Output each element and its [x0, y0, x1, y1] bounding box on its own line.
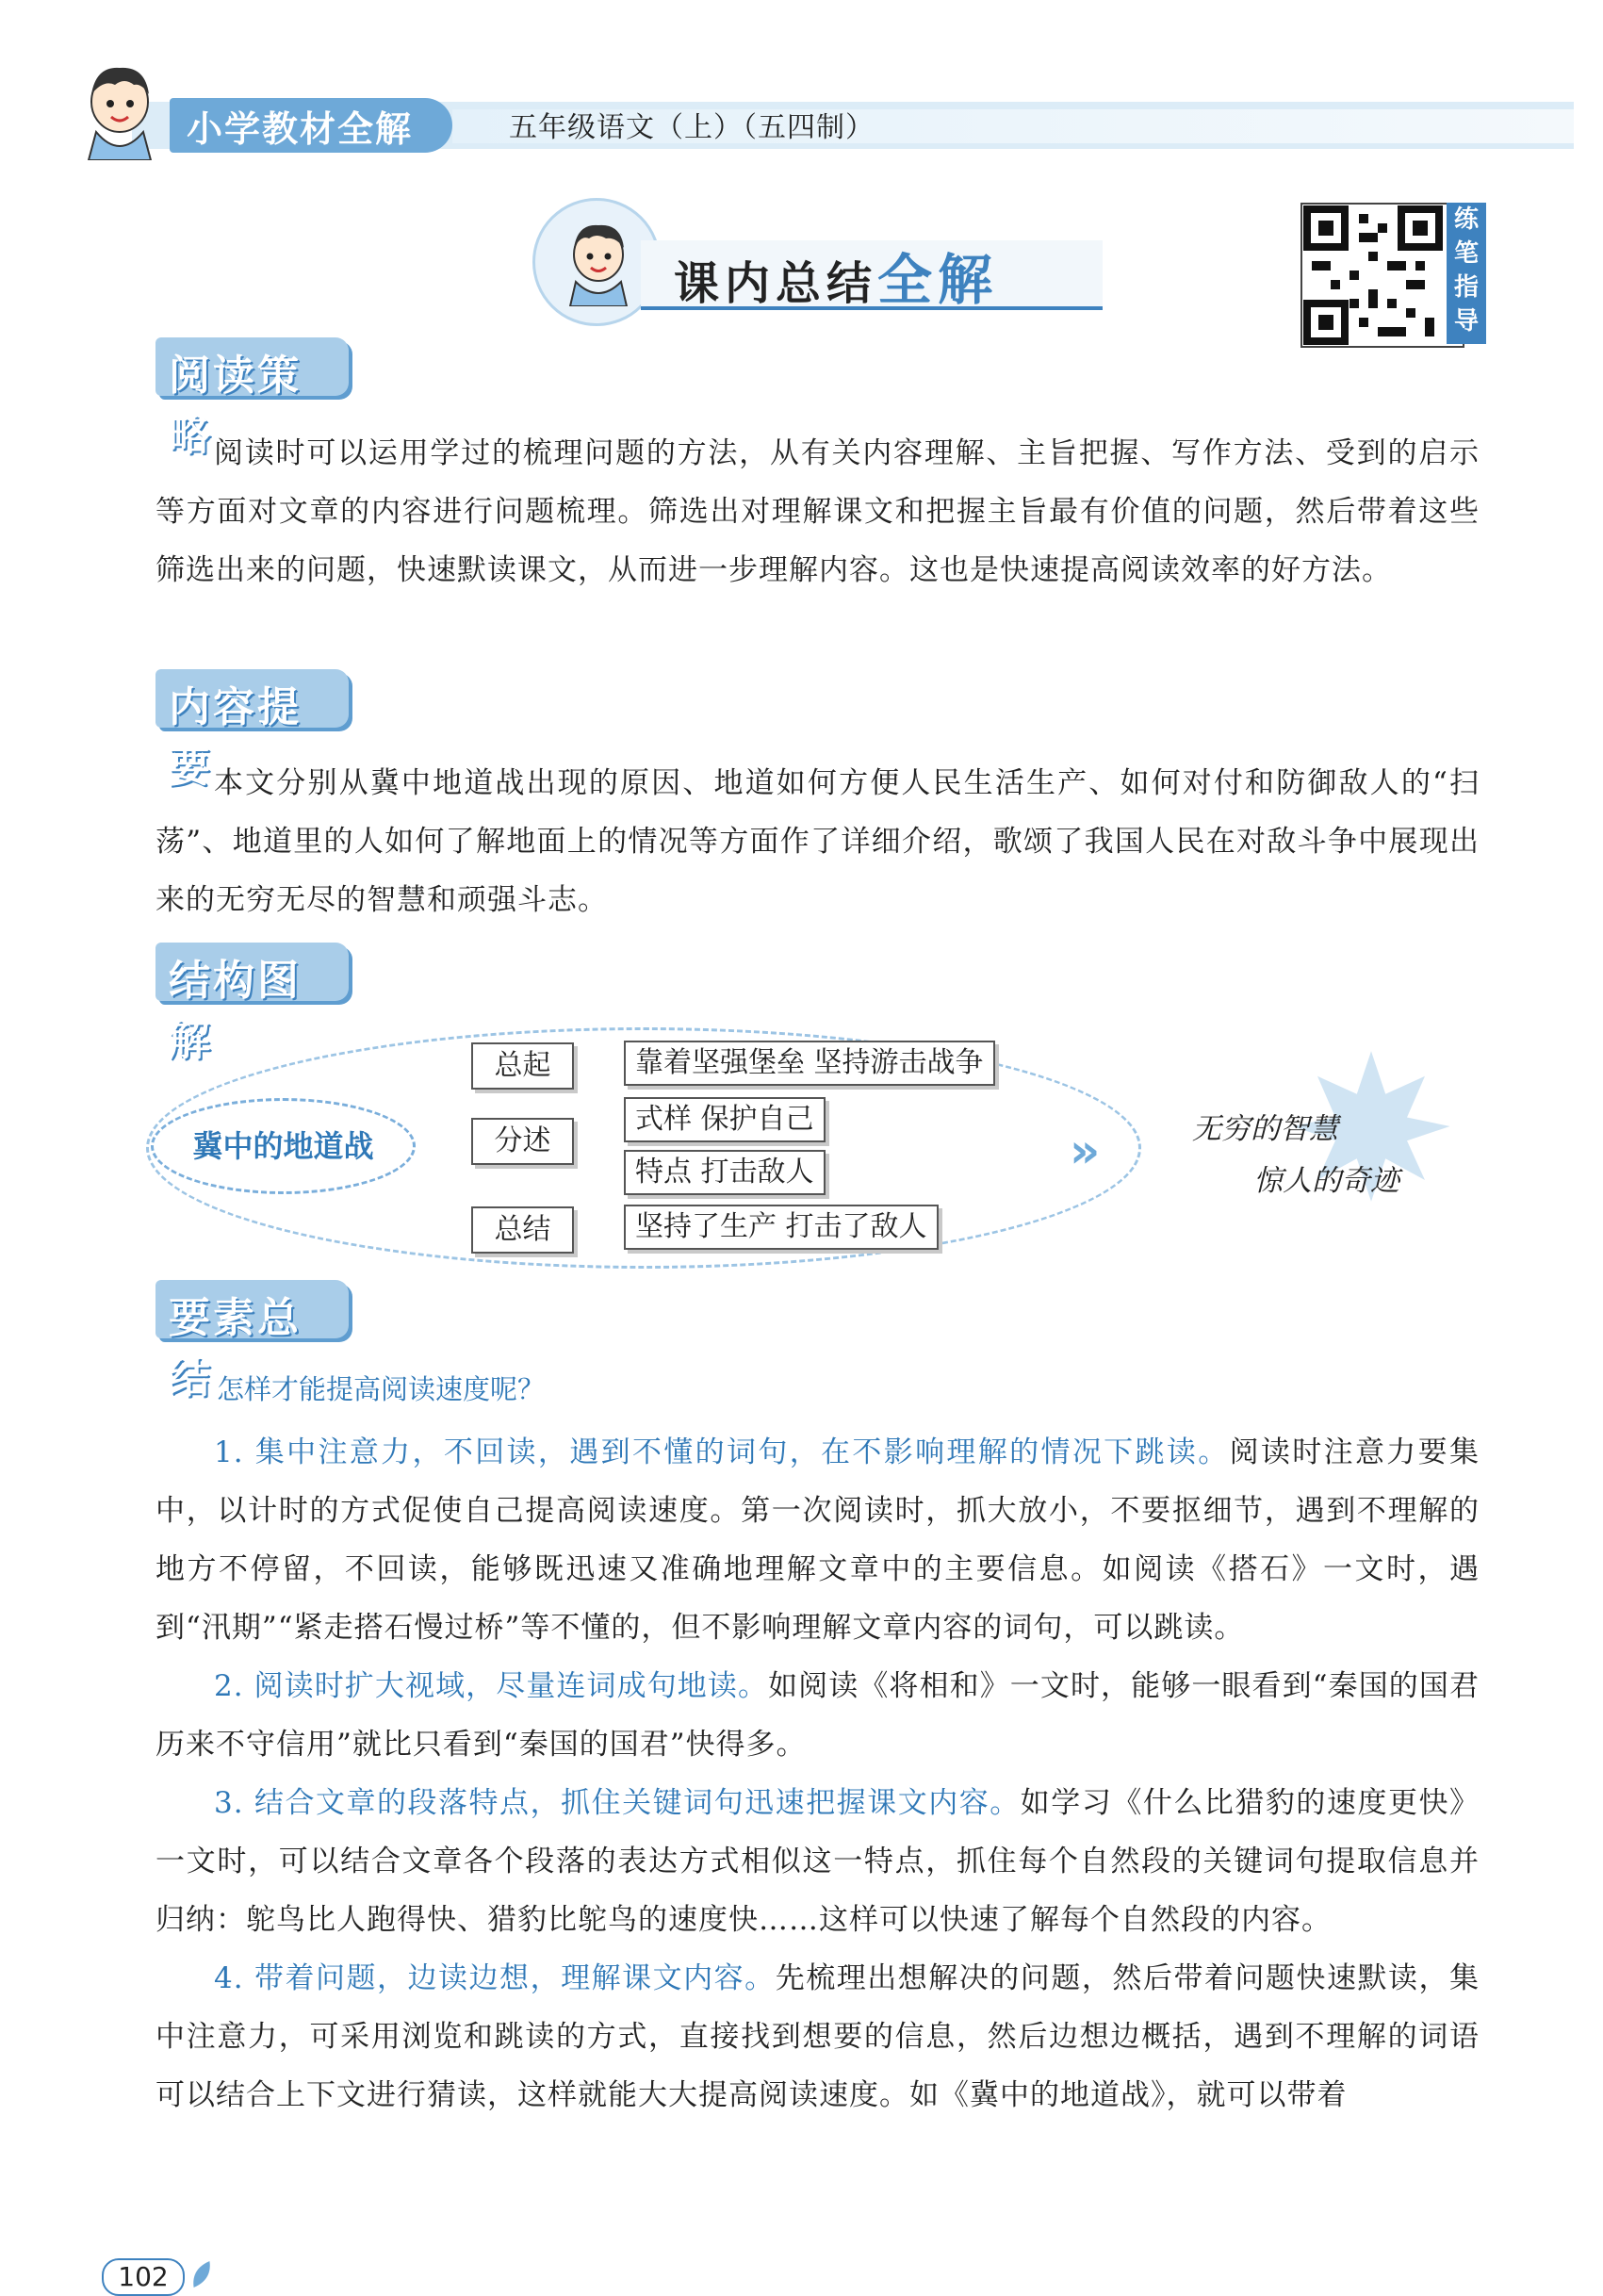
title-main: 课内总结: [674, 257, 878, 310]
heading-reading-strategy: [155, 337, 349, 460]
point-4: [155, 1949, 1480, 2124]
page-number: 102: [102, 2258, 185, 2296]
reading-strategy-text: 阅读时可以运用学过的梳理问题的方法，从有关内容理解、主旨把握、写作方法、受到的启示等方面对文章的内容进行问题梳理。筛选出对理解课文和把握主旨最有价值的问题，然后带着这些筛选出来的问题，快速默读课文，从而进一步理解内容。这也是快速提高阅读效率的好方法。: [155, 436, 1480, 587]
heading-label: 内容提要: [169, 683, 302, 792]
point-1: [155, 1423, 1480, 1657]
section-title: [674, 236, 998, 315]
point-body: 阅读时注意力要集中，以计时的方式促使自己提高阅读速度。第一次阅读时，抓大放小，不要抠细节，遇到不理解的地方不停留，不回读，能够既迅速又准确地理解文章中的主要信息。如阅读《搭石》一文时，遇到“汛期”“紧走搭石慢过桥”等不懂的，但不影响理解文章内容的词句，可以跳读。: [155, 1435, 1480, 1645]
branch-item: 式样 保护自己: [624, 1097, 826, 1142]
guiding-question: 怎样才能提高阅读速度呢？: [217, 1373, 546, 1405]
leaf-icon: [188, 2258, 215, 2290]
heading-label: 要素总结: [169, 1294, 302, 1402]
qr-label-char: 导: [1453, 307, 1479, 336]
point-body: 先梳理出想解决的问题，然后带着问题快速默读，集中注意力，可采用浏览和跳读的方式，直接找到想要的信息，然后边想边概括，遇到不理解的词语可以结合上下文进行猜读，这样就能大大提高阅读速度。如《冀中的地道战》，就可以带着: [155, 1961, 1480, 2112]
point-key: 1. 集中注意力，不回读，遇到不懂的词句，在不影响理解的情况下跳读。: [214, 1435, 1230, 1469]
summary-text: 本文分别从冀中地道战出现的原因、地道如何方便人民生活生产、如何对付和防御敌人的“扫荡”、地道里的人如何了解地面上的情况等方面作了详细介绍，歌颂了我国人民在对敌斗争中展现出来的无穷无尽的智慧和顽强斗志。: [155, 766, 1480, 917]
branch-label: 总结: [471, 1206, 574, 1254]
qr-label-char: 指: [1453, 273, 1479, 302]
diagram-root: [151, 1098, 416, 1194]
title-emphasis: 全解: [877, 248, 999, 312]
qr-side-label: [1447, 203, 1486, 344]
diagram-root-label: 冀中的地道战: [192, 1128, 374, 1164]
series-title: 小学教材全解: [187, 108, 414, 150]
branch-item: 坚持了生产 打击了敌人: [624, 1205, 939, 1250]
boy-mascot-icon: [68, 57, 172, 160]
branch-item: 特点 打击敌人: [624, 1150, 826, 1195]
heading-label: 结构图解: [169, 957, 302, 1065]
point-body: 如阅读《将相和》一文时，能够一眼看到“秦国的国君历来不守信用”就比只看到“秦国的国君”快得多。: [155, 1669, 1480, 1762]
heading-structure: [155, 943, 349, 1065]
result-line: 惊人的奇迹: [1253, 1164, 1399, 1198]
point-key: 4. 带着问题，边读边想，理解课文内容。: [214, 1961, 776, 1995]
point-key: 2. 阅读时扩大视域，尽量连词成句地读。: [214, 1669, 769, 1703]
branch-label: 分述: [471, 1118, 574, 1165]
boy-portrait-icon: [551, 212, 646, 306]
qr-code-icon[interactable]: [1300, 203, 1464, 348]
heading-summary: [155, 669, 349, 792]
qr-label-char: 练: [1453, 205, 1479, 234]
point-key: 3. 结合文章的段落特点，抓住关键词句迅速把握课文内容。: [214, 1786, 1021, 1820]
branch-label: 总起: [471, 1042, 574, 1090]
double-chevron-icon: »: [1070, 1123, 1101, 1178]
heading-label: 阅读策略: [169, 352, 302, 460]
point-3: [155, 1774, 1480, 1949]
qr-label-char: 笔: [1453, 239, 1479, 268]
point-body: 如学习《什么比猎豹的速度更快》一文时，可以结合文章各个段落的表达方式相似这一特点，抓住每个自然段的关键词句提取信息并归纳：鸵鸟比人跑得快、猎豹比鸵鸟的速度快……这样可以快速了解每个自然段的内容。: [155, 1786, 1480, 1937]
heading-elements: [155, 1280, 349, 1402]
point-2: [155, 1657, 1480, 1774]
book-title: 五年级语文（上）（五四制）: [509, 111, 875, 144]
result-line: 无穷的智慧: [1192, 1112, 1338, 1146]
branch-item: 靠着坚强堡垒 坚持游击战争: [624, 1041, 995, 1086]
